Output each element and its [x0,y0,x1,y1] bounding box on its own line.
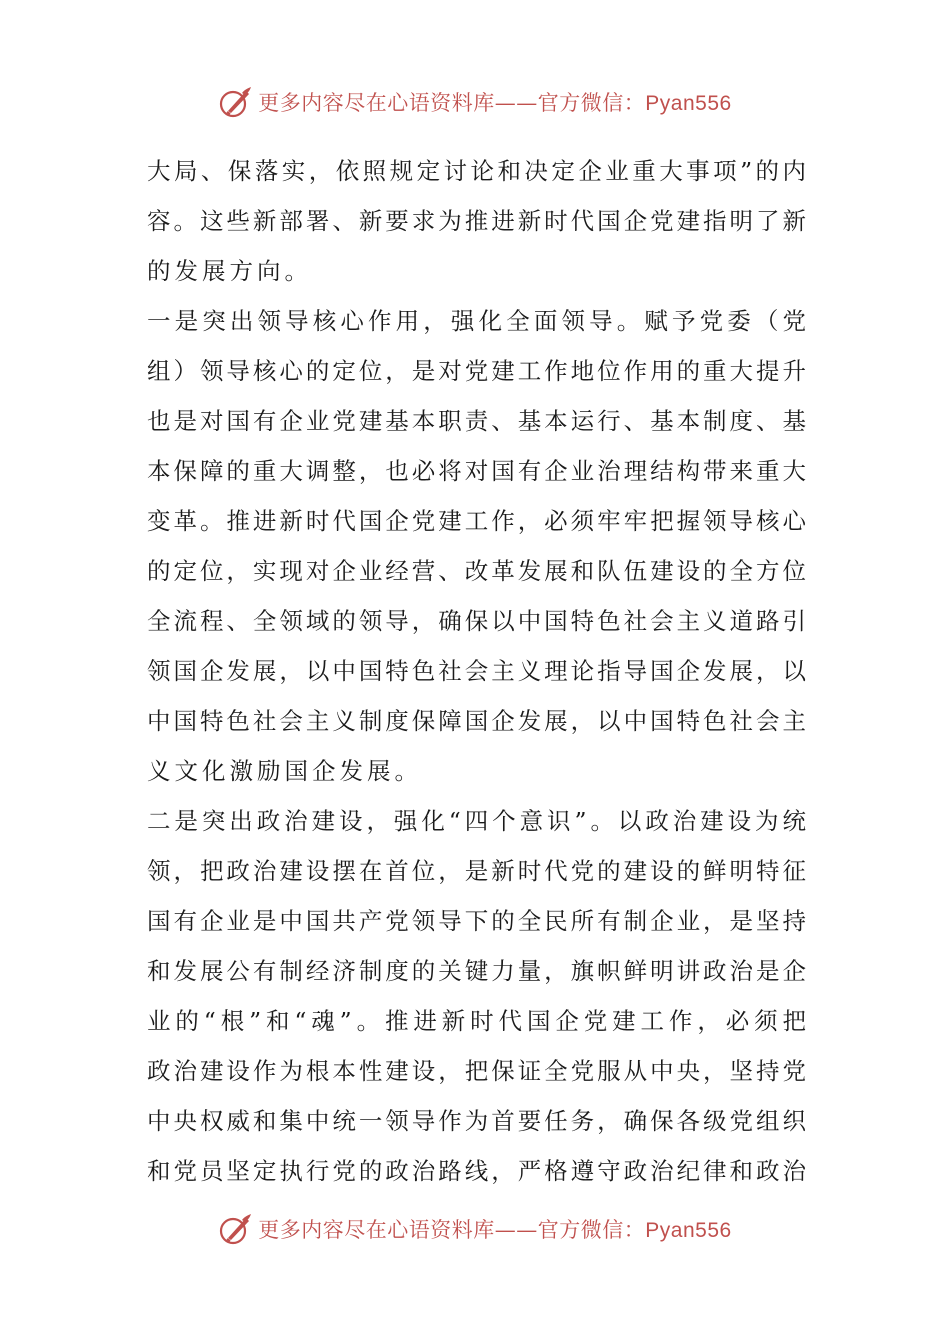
header-wechat-id: Pyan556 [645,92,732,115]
text-line: 中国特色社会主义制度保障国企发展，以中国特色社会主 [147,707,807,735]
text-line: 业的“根”和“魂”。推进新时代国企党建工作，必须把 [147,1007,807,1035]
text-line: 变革。推进新时代国企党建工作，必须牢牢把握领导核心 [147,507,807,535]
text-line: 容。这些新部署、新要求为推进新时代国企党建指明了新 [147,207,807,235]
text-line: 领，把政治建设摆在首位，是新时代党的建设的鲜明特征 [147,857,807,885]
footer-dash: —— [494,1218,538,1242]
footer-slogan: 更多内容尽在心语资料库 [258,1218,495,1242]
footer-banner-text [258,1214,731,1244]
text-line: 和发展公有制经济制度的关键力量，旗帜鲜明讲政治是企 [147,957,807,985]
text-line: 二是突出政治建设，强化“四个意识”。以政治建设为统 [147,807,807,835]
text-line: 领国企发展，以中国特色社会主义理论指导国企发展，以 [147,657,807,685]
header-banner [0,82,950,122]
document-body [147,146,807,1196]
paragraph [147,146,807,296]
text-line: 中央权威和集中统一领导作为首要任务，确保各级党组织 [147,1107,807,1135]
text-line: 全流程、全领域的领导，确保以中国特色社会主义道路引 [147,607,807,635]
header-banner-text [258,87,731,117]
text-line: 大局、保落实，依照规定讨论和决定企业重大事项”的内 [147,157,807,185]
text-line: 和党员坚定执行党的政治路线，严格遵守政治纪律和政治 [147,1157,807,1185]
header-wechat-label: 官方微信： [537,91,646,115]
text-line: 的发展方向。 [147,257,312,285]
text-line: 的定位，实现对企业经营、改革发展和队伍建设的全方位 [147,557,807,585]
text-line: 义文化激励国企发展。 [147,757,422,785]
footer-banner [0,1209,950,1249]
quill-logo-icon [218,1212,252,1246]
paragraph [147,796,807,1196]
header-dash: —— [494,91,538,115]
text-line: 政治建设作为根本性建设，把保证全党服从中央，坚持党 [147,1057,807,1085]
text-line: 一是突出领导核心作用，强化全面领导。赋予党委（党 [147,307,807,335]
footer-wechat-id: Pyan556 [645,1219,732,1242]
header-slogan: 更多内容尽在心语资料库 [258,91,495,115]
footer-wechat-label: 官方微信： [537,1218,646,1242]
text-line: 本保障的重大调整，也必将对国有企业治理结构带来重大 [147,457,807,485]
text-line: 也是对国有企业党建基本职责、基本运行、基本制度、基 [147,407,807,435]
paragraph [147,296,807,796]
text-line: 组）领导核心的定位，是对党建工作地位作用的重大提升 [147,357,807,385]
text-line: 国有企业是中国共产党领导下的全民所有制企业，是坚持 [147,907,807,935]
quill-logo-icon [218,85,252,119]
